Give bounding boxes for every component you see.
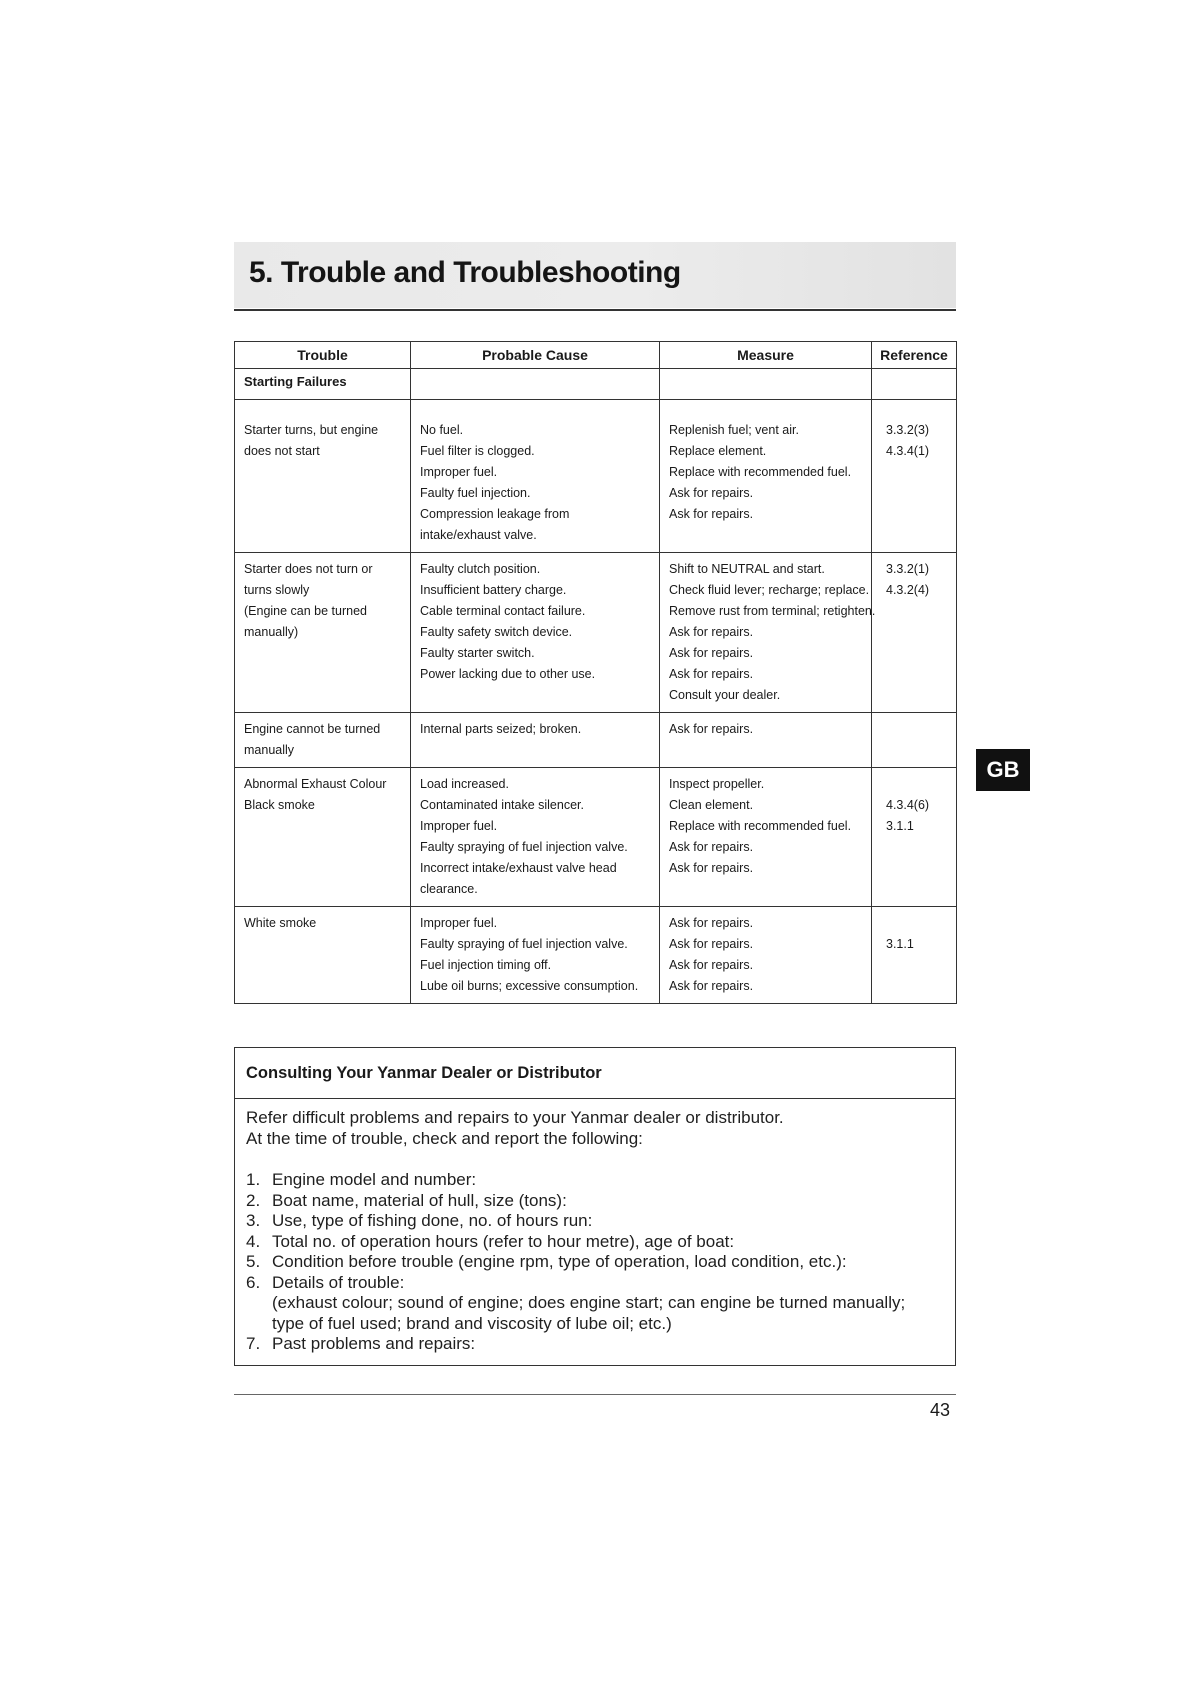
checklist-item [246, 1252, 944, 1273]
cause-line: Improper fuel. [420, 465, 498, 479]
cause-cell [411, 553, 660, 713]
checklist-item [246, 1334, 944, 1355]
reference-line [886, 774, 952, 795]
measure-line: Ask for repairs. [669, 861, 754, 875]
cause-line: Load increased. [420, 777, 509, 791]
table-row [235, 553, 957, 713]
cause-line: Faulty starter switch. [420, 646, 535, 660]
troubleshooting-table [234, 341, 957, 1004]
reference-line: 3.3.2(1) [886, 562, 930, 576]
checklist-text [272, 1273, 944, 1335]
measure-line: Remove rust from terminal; retighten. [669, 604, 876, 618]
trouble-line: (Engine can be turned [244, 604, 368, 618]
cause-line: intake/exhaust valve. [420, 528, 537, 542]
consult-dealer-box [234, 1047, 956, 1366]
section-row [235, 369, 957, 400]
checklist-number: 2. [246, 1190, 261, 1210]
page-number: 43 [930, 1400, 951, 1420]
measure-line: Consult your dealer. [669, 688, 781, 702]
cause-line: Fuel filter is clogged. [420, 444, 535, 458]
checklist-number: 4. [246, 1231, 261, 1251]
trouble-line: White smoke [244, 916, 317, 930]
cause-line: Cable terminal contact failure. [420, 604, 586, 618]
measure-line: Replace with recommended fuel. [669, 819, 852, 833]
checklist-text [272, 1211, 944, 1232]
trouble-line: Starter turns, but engine [244, 423, 379, 437]
reference-cell [872, 713, 957, 768]
checklist-item [246, 1273, 944, 1335]
cause-line: Contaminated intake silencer. [420, 798, 584, 812]
trouble-cell [235, 907, 411, 1004]
reference-line: 4.3.4(6) [886, 798, 930, 812]
reference-line [886, 913, 952, 934]
cause-line: Lube oil burns; excessive consumption. [420, 979, 639, 993]
checklist-item [246, 1191, 944, 1212]
measure-line: Clean element. [669, 798, 754, 812]
consult-title: Consulting Your Yanmar Dealer or Distributor [235, 1048, 955, 1099]
measure-line: Replenish fuel; vent air. [669, 423, 799, 437]
header-reference: Reference [872, 342, 957, 369]
checklist-line: Details of trouble: [272, 1272, 405, 1292]
table-header-row [235, 342, 957, 369]
trouble-line: manually) [244, 625, 299, 639]
header-measure: Measure [660, 342, 872, 369]
title-rule [234, 309, 956, 311]
measure-line: Ask for repairs. [669, 979, 754, 993]
checklist-item [246, 1232, 944, 1253]
checklist-text [272, 1191, 944, 1212]
reference-cell [872, 553, 957, 713]
measure-cell [660, 553, 876, 713]
cause-line: Faulty clutch position. [420, 562, 541, 576]
table-row [235, 400, 957, 553]
measure-cell [660, 713, 872, 768]
trouble-line: manually [244, 743, 295, 757]
measure-line: Ask for repairs. [669, 916, 754, 930]
footer-rule [234, 1394, 956, 1395]
checklist-number: 1. [246, 1170, 261, 1189]
header-trouble: Trouble [235, 342, 411, 369]
reference-line: 4.3.4(1) [886, 444, 930, 458]
consult-intro-line: At the time of trouble, check and report the following: [246, 1128, 643, 1148]
cause-line: Faulty spraying of fuel injection valve. [420, 937, 628, 951]
reference-line: 3.1.1 [886, 937, 914, 951]
cause-line: clearance. [420, 882, 478, 896]
trouble-line: Black smoke [244, 798, 315, 812]
cause-line: Compression leakage from [420, 507, 570, 521]
measure-line: Ask for repairs. [669, 722, 754, 736]
measure-line: Shift to NEUTRAL and start. [669, 562, 825, 576]
reference-line: 3.1.1 [886, 819, 914, 833]
table-row [235, 713, 957, 768]
trouble-cell [235, 768, 411, 907]
header-probable-cause: Probable Cause [411, 342, 660, 369]
trouble-line: Abnormal Exhaust Colour [244, 777, 387, 791]
measure-line: Check fluid lever; recharge; replace. [669, 583, 870, 597]
section-label: Starting Failures [235, 369, 411, 400]
language-tab: GB [976, 749, 1030, 791]
cause-line: Improper fuel. [420, 916, 498, 930]
trouble-line: turns slowly [244, 583, 310, 597]
measure-line: Replace with recommended fuel. [669, 465, 852, 479]
measure-line: Replace element. [669, 444, 767, 458]
measure-line: Ask for repairs. [669, 840, 754, 854]
measure-line: Ask for repairs. [669, 958, 754, 972]
measure-line: Ask for repairs. [669, 625, 754, 639]
reference-line: 4.3.2(4) [886, 583, 930, 597]
reference-cell [872, 768, 957, 907]
checklist-item [246, 1211, 944, 1232]
cause-line: Improper fuel. [420, 819, 498, 833]
checklist-line: Condition before trouble (engine rpm, type of operation, load condition, etc.): [272, 1252, 847, 1271]
measure-line: Ask for repairs. [669, 486, 754, 500]
measure-line: Ask for repairs. [669, 646, 754, 660]
measure-cell [660, 907, 872, 1004]
cause-cell [411, 713, 660, 768]
cause-line: Incorrect intake/exhaust valve head [420, 861, 617, 875]
checklist-text [272, 1232, 944, 1253]
consult-checklist [246, 1170, 944, 1355]
trouble-cell [235, 400, 411, 553]
cause-line: Internal parts seized; broken. [420, 722, 582, 736]
checklist-line: Engine model and number: [272, 1170, 477, 1189]
consult-body [235, 1099, 955, 1365]
checklist-line: Total no. of operation hours (refer to hour metre), age of boat: [272, 1231, 735, 1251]
checklist-number: 5. [246, 1252, 261, 1271]
cause-line: No fuel. [420, 423, 464, 437]
table-row [235, 907, 957, 1004]
measure-line: Inspect propeller. [669, 777, 765, 791]
consult-intro-line: Refer difficult problems and repairs to your Yanmar dealer or distributor. [246, 1108, 784, 1127]
trouble-cell [235, 553, 411, 713]
measure-cell [660, 400, 872, 553]
reference-line: 3.3.2(3) [886, 423, 930, 437]
trouble-line: Engine cannot be turned [244, 722, 381, 736]
reference-cell [872, 907, 957, 1004]
checklist-line: type of fuel used; brand and viscosity of lube oil; etc.) [272, 1313, 672, 1333]
measure-line: Ask for repairs. [669, 937, 754, 951]
cause-line: Faulty safety switch device. [420, 625, 573, 639]
checklist-number: 3. [246, 1211, 261, 1230]
checklist-number: 7. [246, 1334, 261, 1353]
cause-line: Faulty spraying of fuel injection valve. [420, 840, 628, 854]
cause-line: Faulty fuel injection. [420, 486, 531, 500]
cause-cell [411, 400, 660, 553]
reference-cell [872, 400, 957, 553]
trouble-line: does not start [244, 444, 320, 458]
checklist-number: 6. [246, 1272, 261, 1292]
section-title: 5. Trouble and Troubleshooting [249, 256, 681, 289]
section-title-band [234, 242, 956, 308]
checklist-line: Past problems and repairs: [272, 1334, 476, 1353]
cause-line: Insufficient battery charge. [420, 583, 567, 597]
cause-cell [411, 768, 660, 907]
checklist-line: Use, type of fishing done, no. of hours run: [272, 1211, 593, 1230]
checklist-text [272, 1252, 944, 1273]
trouble-cell [235, 713, 411, 768]
cause-cell [411, 907, 660, 1004]
measure-line: Ask for repairs. [669, 507, 754, 521]
trouble-line: Starter does not turn or [244, 562, 373, 576]
cause-line: Power lacking due to other use. [420, 667, 596, 681]
measure-line: Ask for repairs. [669, 667, 754, 681]
table-row [235, 768, 957, 907]
checklist-text [272, 1170, 944, 1191]
consult-intro [246, 1108, 944, 1149]
checklist-text [272, 1334, 944, 1355]
checklist-line: Boat name, material of hull, size (tons): [272, 1190, 567, 1210]
measure-cell [660, 768, 872, 907]
cause-line: Fuel injection timing off. [420, 958, 552, 972]
checklist-line: (exhaust colour; sound of engine; does engine start; can engine be turned manually; [272, 1293, 906, 1312]
checklist-item [246, 1170, 944, 1191]
